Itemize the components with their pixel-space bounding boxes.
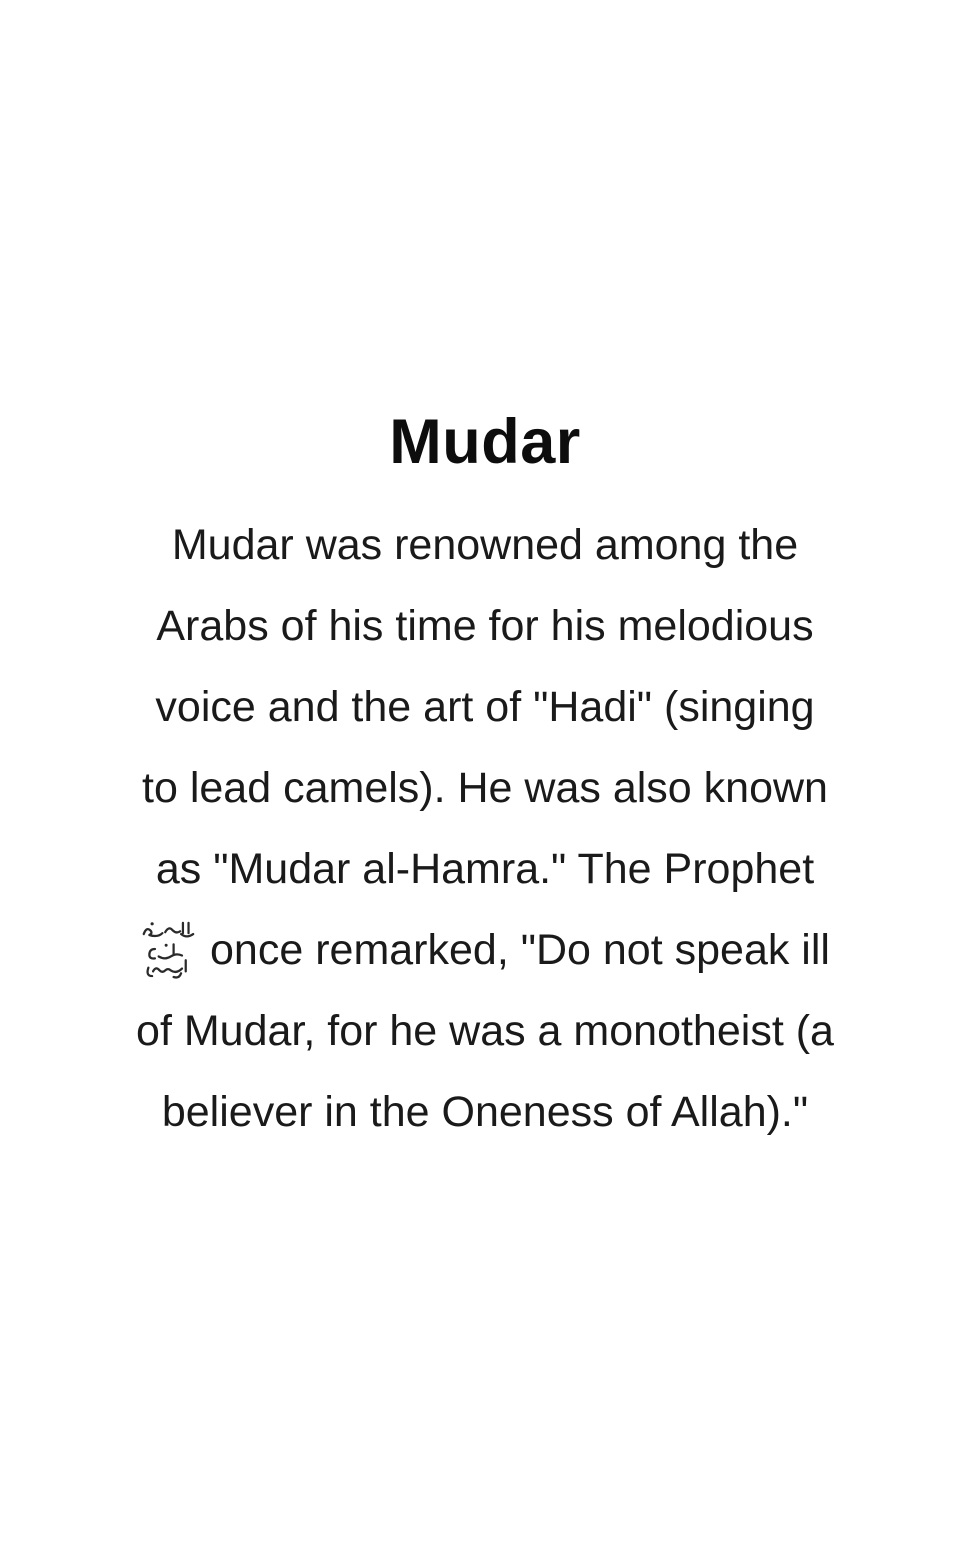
paragraph-line-6 (0, 910, 970, 991)
page-title: Mudar (389, 407, 581, 477)
paragraph-line-2: Arabs of his time for his melodious (156, 602, 814, 651)
paragraph-line-6-text: once remarked, "Do not speak ill (210, 926, 830, 975)
article-paragraph (0, 505, 970, 1153)
pbuh-symbol-icon (140, 918, 196, 980)
paragraph-line-1: Mudar was renowned among the (171, 521, 799, 570)
paragraph-line-3: voice and the art of "Hadi" (singing (155, 683, 815, 732)
paragraph-line-4: to lead camels). He was also known (142, 764, 828, 813)
paragraph-line-7: of Mudar, for he was a monotheist (a (136, 1007, 834, 1056)
paragraph-line-5: as "Mudar al-Hamra." The Prophet (155, 845, 815, 894)
paragraph-line-8: believer in the Oneness of Allah)." (161, 1088, 809, 1137)
